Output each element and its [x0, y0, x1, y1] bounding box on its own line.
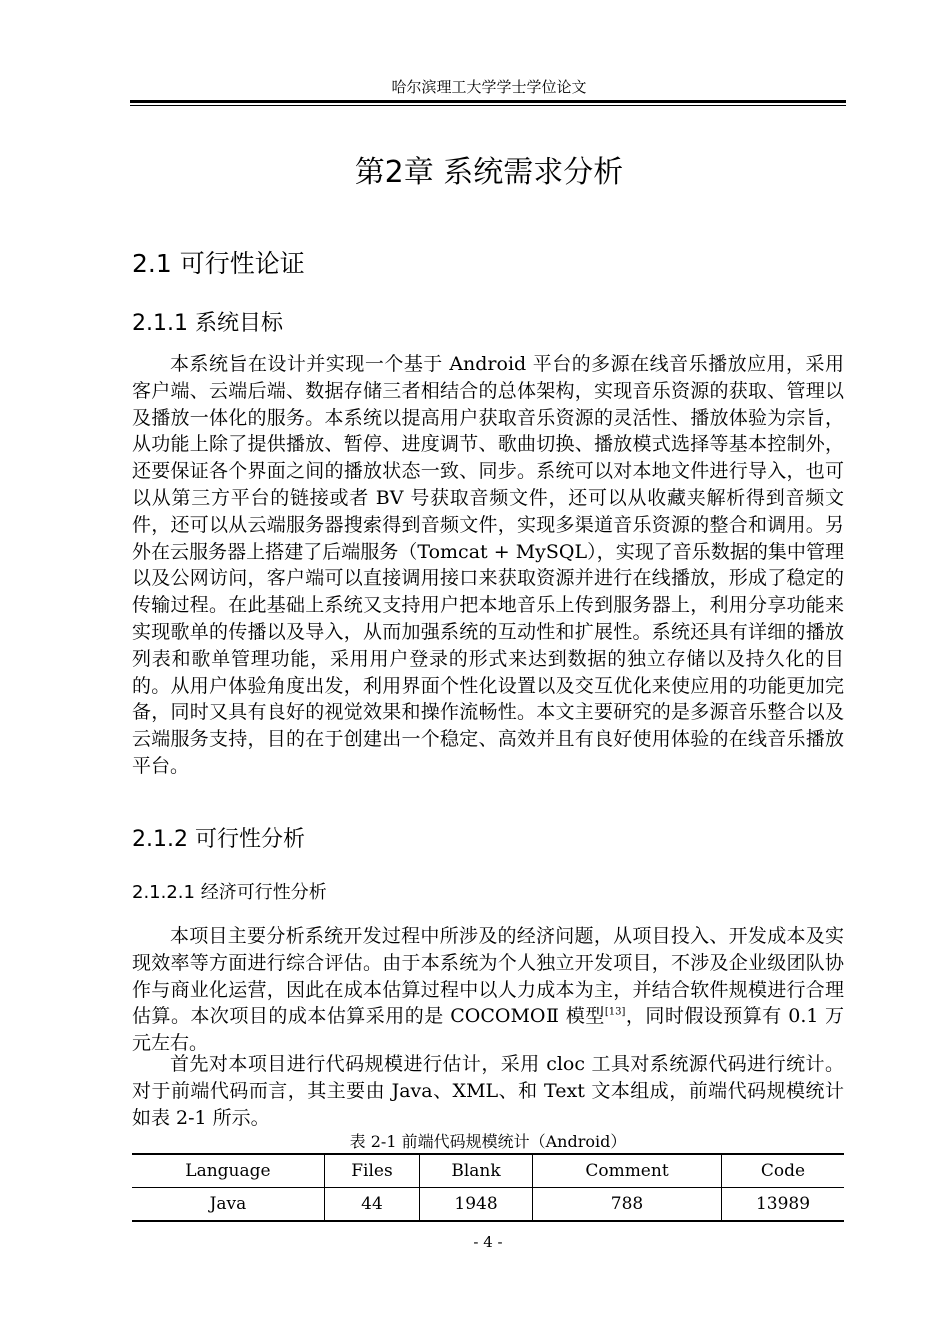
table-caption: 表 2-1 前端代码规模统计（Android）: [349, 1132, 627, 1151]
table-header-cell: Files: [324, 1154, 419, 1188]
header-rule-thick: [130, 100, 846, 103]
section-heading-2-1-2-1: 2.1.2.1 经济可行性分析: [132, 882, 327, 903]
table-cell: 788: [532, 1188, 721, 1222]
paragraph-system-goal: 本系统旨在设计并实现一个基于 Android 平台的多源在线音乐播放应用，采用客户端、云端后端、数据存储三者相结合的总体架构，实现音乐资源的获取、管理以及播放一体化的服务。本系统以提高用户获取音乐资源的灵活性、播放体验为宗旨，从功能上除了提供播放、暂停、进度调节、歌曲切换、播放模式选择等基本控制外，还要保证各个界面之间的播放状态一致、同步。系统可以对本地文件进行导入，也可以从第三方平台的链接或者 BV 号获取音频文件，还可以从收藏夹解析得到音频文件，还可以从云端服务器搜索得到音频文件，实现多渠道音乐资源的整合和调用。另外在云服务器上搭建了后端服务（Tomcat + MySQL），实现了音乐数据的集中管理以及公网访问，客户端可以直接调用接口来获取资源并进行在线播放，形成了稳定的传输过程。在此基础上系统又支持用户把本地音乐上传到服务器上，利用分享功能来实现歌单的传播以及导入，从而加强系统的互动性和扩展性。系统还具有详细的播放列表和歌单管理功能，采用用户登录的形式来达到数据的独立存储以及持久化的目的。从用户体验角度出发，利用界面个性化设置以及交互优化来使应用的功能更加完备，同时又具有良好的视觉效果和操作流畅性。本文主要研究的是多源音乐整合以及云端服务支持，目的在于创建出一个稳定、高效并且有良好使用体验的在线音乐播放平台。: [132, 353, 844, 777]
table-header-row: [132, 1154, 844, 1188]
paragraph-code-scale: 首先对本项目进行代码规模进行估计，采用 cloc 工具对系统源代码进行统计。对于前端代码而言，其主要由 Java、XML、和 Text 文本组成，前端代码规模统计如表 2-1 所示。: [132, 1053, 844, 1129]
page-number: - 4 -: [473, 1233, 503, 1251]
table-header-cell: Code: [722, 1154, 844, 1188]
paragraph-text: ，同时假设预算有 0.1 万元左右。: [132, 1005, 844, 1055]
paragraph-text: 本项目主要分析系统开发过程中所涉及的经济问题，从项目投入、开发成本及实现效率等方面进行综合评估。由于本系统为个人独立开发项目，不涉及企业级团队协作与商业化运营，因此在成本估算过程中以人力成本为主，并结合软件规模进行合理估算。本次项目的成本估算采用的是 COCOMOⅡ 模型: [132, 925, 844, 1028]
table-header-cell: Language: [185, 1161, 271, 1181]
table-cell: 1948: [420, 1188, 533, 1222]
table-header-cell: Comment: [532, 1154, 721, 1188]
table-cell: Java: [209, 1194, 247, 1214]
code-scale-table: [132, 1153, 844, 1222]
table-header-cell: Blank: [420, 1154, 533, 1188]
chapter-title: 第2章 系统需求分析: [354, 155, 624, 190]
table-cell: 44: [324, 1188, 419, 1222]
running-header: 哈尔滨理工大学学士学位论文: [391, 78, 587, 96]
section-heading-2-1: 2.1 可行性论证: [132, 249, 305, 278]
paragraph-economic-feasibility: [132, 923, 844, 1057]
header-rule-thin: [130, 105, 846, 106]
citation-ref: [13]: [604, 1007, 626, 1019]
table-row: [132, 1188, 844, 1222]
table-cell: 13989: [722, 1188, 844, 1222]
section-heading-2-1-1: 2.1.1 系统目标: [132, 311, 283, 336]
section-heading-2-1-2: 2.1.2 可行性分析: [132, 827, 305, 852]
